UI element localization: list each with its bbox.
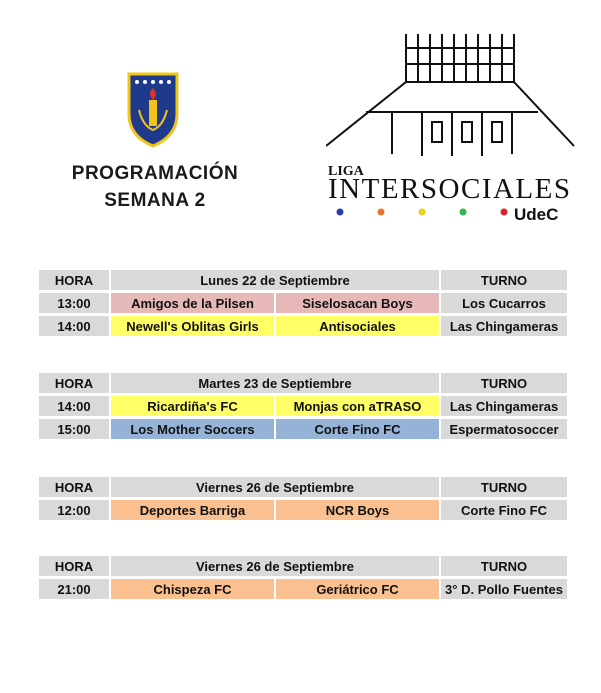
- away-team: Antisociales: [276, 316, 439, 336]
- table-row: [39, 579, 567, 599]
- logo-intersociales-text: INTERSOCIALES: [328, 173, 570, 205]
- match-time: 15:00: [39, 419, 109, 439]
- match-time: 12:00: [39, 500, 109, 520]
- turno-cell: Corte Fino FC: [441, 500, 567, 520]
- schedule-table: [37, 267, 569, 339]
- table-row: [39, 293, 567, 313]
- col-hora-header: HORA: [39, 270, 109, 290]
- match-time: 14:00: [39, 396, 109, 416]
- away-team: NCR Boys: [276, 500, 439, 520]
- turno-cell: 3° D. Pollo Fuentes: [441, 579, 567, 599]
- logo-dot: [337, 209, 344, 216]
- liga-intersociales-logo: [326, 34, 576, 224]
- away-team: Monjas con aTRASO: [276, 396, 439, 416]
- page-title-line2: SEMANA 2: [104, 190, 206, 211]
- turno-cell: Espermatosoccer: [441, 419, 567, 439]
- day-header: Lunes 22 de Septiembre: [111, 270, 439, 290]
- turno-cell: Las Chingameras: [441, 316, 567, 336]
- col-turno-header: TURNO: [441, 556, 567, 576]
- home-team: Newell's Oblitas Girls: [111, 316, 274, 336]
- turno-cell: Las Chingameras: [441, 396, 567, 416]
- logo-dot: [419, 209, 426, 216]
- schedule-table: [37, 474, 569, 523]
- logo-udec-text: UdeC: [514, 205, 559, 224]
- home-team: Los Mother Soccers: [111, 419, 274, 439]
- col-hora-header: HORA: [39, 373, 109, 393]
- match-time: 14:00: [39, 316, 109, 336]
- col-turno-header: TURNO: [441, 477, 567, 497]
- table-header-row: [39, 556, 567, 576]
- home-team: Deportes Barriga: [111, 500, 274, 520]
- day-header: Martes 23 de Septiembre: [111, 373, 439, 393]
- col-turno-header: TURNO: [441, 373, 567, 393]
- col-turno-header: TURNO: [441, 270, 567, 290]
- turno-cell: Los Cucarros: [441, 293, 567, 313]
- table-row: [39, 500, 567, 520]
- logo-dot: [501, 209, 508, 216]
- table-row: [39, 396, 567, 416]
- page-title-line1: PROGRAMACIÓN: [71, 163, 239, 184]
- table-header-row: [39, 270, 567, 290]
- away-team: Siselosacan Boys: [276, 293, 439, 313]
- away-team: Geriátrico FC: [276, 579, 439, 599]
- away-team: Corte Fino FC: [276, 419, 439, 439]
- day-header: Viernes 26 de Septiembre: [111, 477, 439, 497]
- schedule-table: [37, 370, 569, 442]
- col-hora-header: HORA: [39, 477, 109, 497]
- day-header: Viernes 26 de Septiembre: [111, 556, 439, 576]
- home-team: Chispeza FC: [111, 579, 274, 599]
- home-team: Ricardiña's FC: [111, 396, 274, 416]
- logo-dot: [460, 209, 467, 216]
- logo-liga-text: LIGA: [328, 164, 364, 179]
- table-header-row: [39, 477, 567, 497]
- home-team: Amigos de la Pilsen: [111, 293, 274, 313]
- table-row: [39, 316, 567, 336]
- match-time: 13:00: [39, 293, 109, 313]
- match-time: 21:00: [39, 579, 109, 599]
- logo-dot: [378, 209, 385, 216]
- schedule-table: [37, 553, 569, 602]
- table-row: [39, 419, 567, 439]
- table-header-row: [39, 373, 567, 393]
- university-crest-icon: [123, 70, 183, 148]
- col-hora-header: HORA: [39, 556, 109, 576]
